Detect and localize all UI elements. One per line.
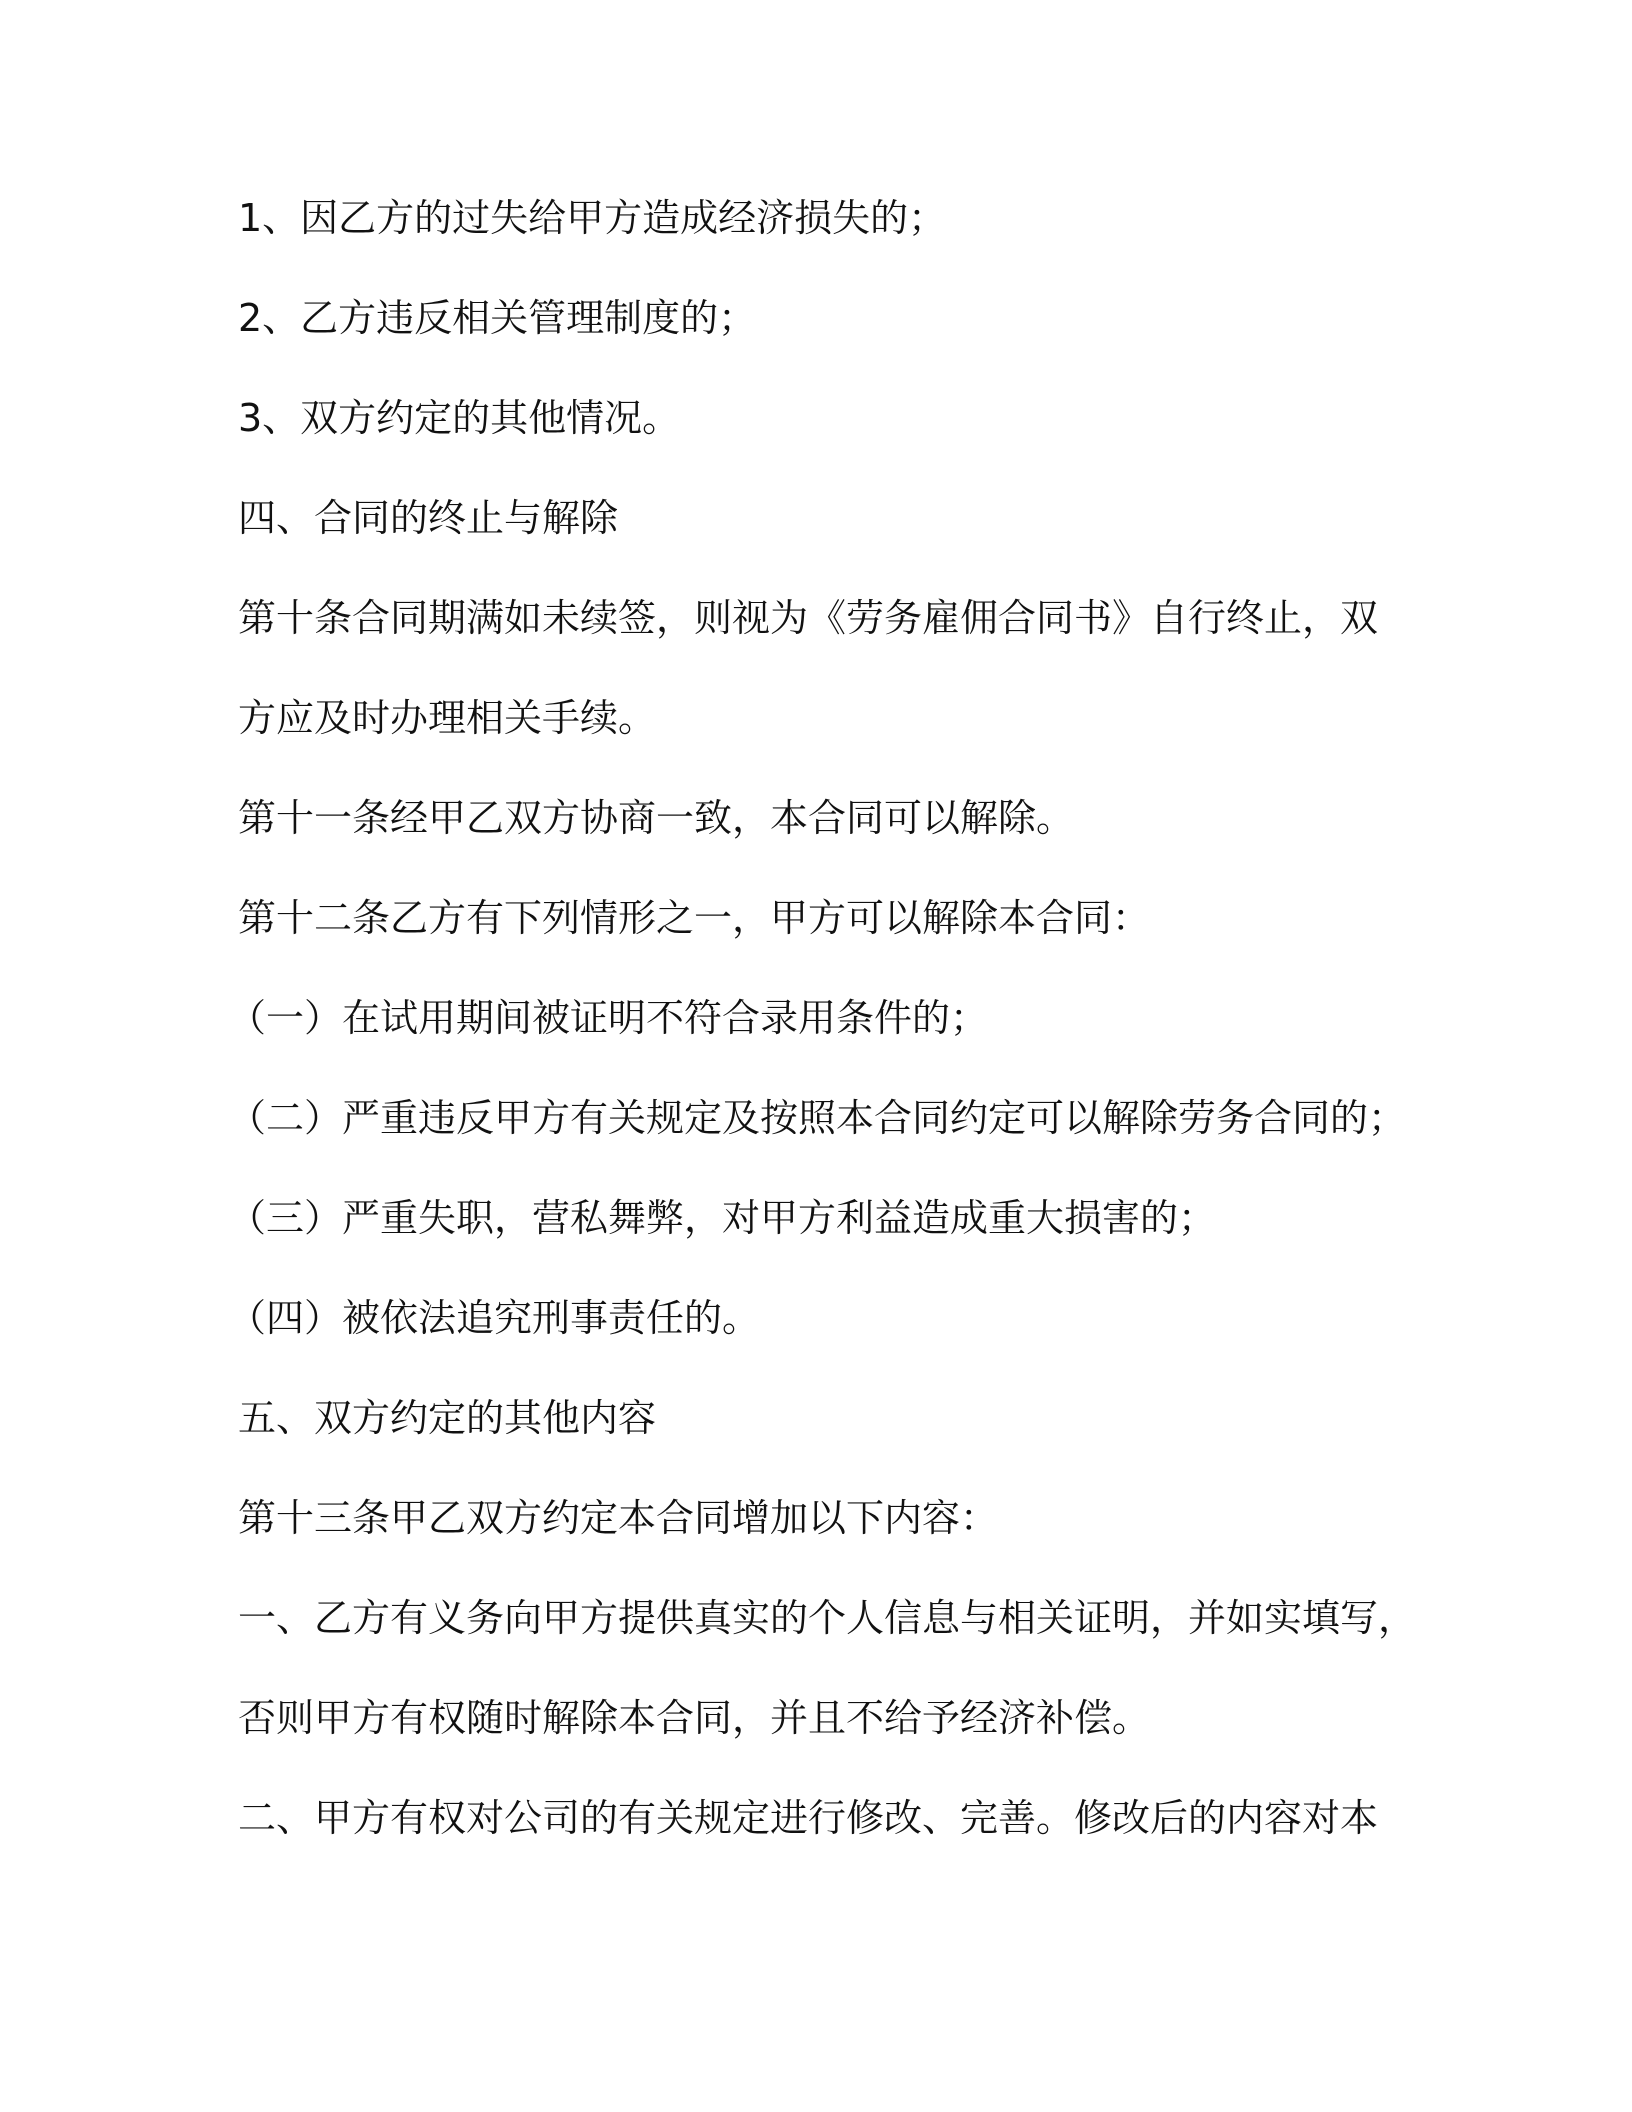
article-13: 第十三条甲乙双方约定本合同增加以下内容： bbox=[238, 1496, 999, 1540]
article-10-line-1: 第十条合同期满如未续签，则视为《劳务雇佣合同书》自行终止，双 bbox=[238, 596, 1379, 640]
clause-item-1: 1、因乙方的过失给甲方造成经济损失的； bbox=[238, 196, 947, 240]
article-13-item-1-line-2: 否则甲方有权随时解除本合同，并且不给予经济补偿。 bbox=[238, 1696, 1151, 1740]
article-10-line-2: 方应及时办理相关手续。 bbox=[238, 696, 657, 740]
section-heading-5: 五、双方约定的其他内容 bbox=[238, 1396, 657, 1440]
article-13-item-1-line-1: 一、乙方有义务向甲方提供真实的个人信息与相关证明，并如实填写， bbox=[238, 1596, 1417, 1640]
article-12-item-1: （一）在试用期间被证明不符合录用条件的； bbox=[228, 996, 989, 1040]
section-heading-4: 四、合同的终止与解除 bbox=[238, 496, 619, 540]
article-12-item-2: （二）严重违反甲方有关规定及按照本合同约定可以解除劳务合同的； bbox=[228, 1096, 1407, 1140]
article-12: 第十二条乙方有下列情形之一，甲方可以解除本合同： bbox=[238, 896, 1151, 940]
article-13-item-2-line-1: 二、甲方有权对公司的有关规定进行修改、完善。修改后的内容对本 bbox=[238, 1796, 1379, 1840]
article-11: 第十一条经甲乙双方协商一致，本合同可以解除。 bbox=[238, 796, 1075, 840]
article-12-item-4: （四）被依法追究刑事责任的。 bbox=[228, 1296, 761, 1340]
clause-item-3: 3、双方约定的其他情况。 bbox=[238, 396, 681, 440]
article-12-item-3: （三）严重失职，营私舞弊，对甲方利益造成重大损害的； bbox=[228, 1196, 1217, 1240]
clause-item-2: 2、乙方违反相关管理制度的； bbox=[238, 296, 757, 340]
